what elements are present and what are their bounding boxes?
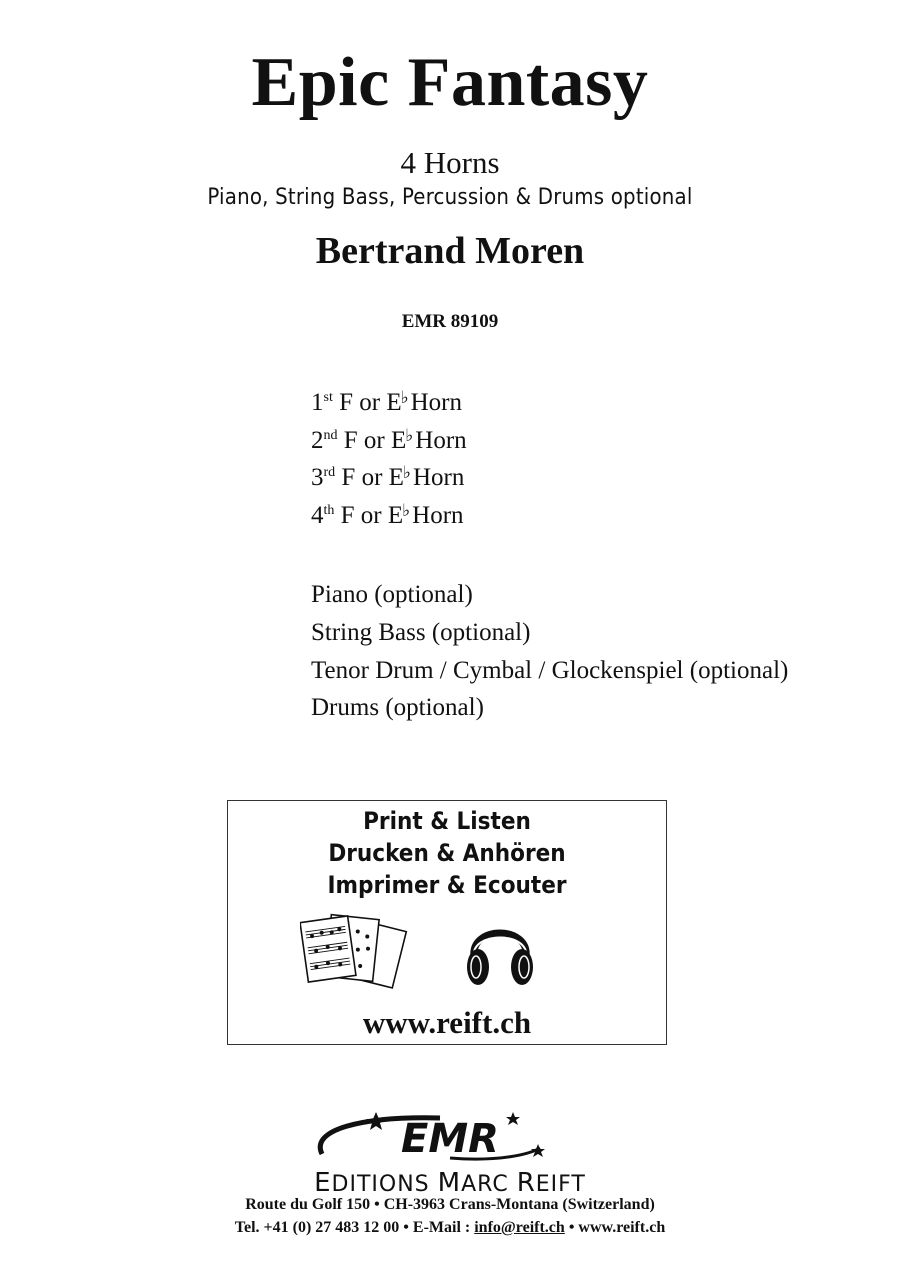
promo-line-en: Print & Listen [363, 807, 531, 835]
horn-parts-list [311, 390, 467, 540]
instrumentation-line: Piano, String Bass, Percussion & Drums optional [207, 185, 693, 210]
headphones-icon [464, 911, 536, 991]
email-link[interactable]: info@reift.ch [474, 1219, 565, 1236]
horn-part-item: 1st F or E♭Horn [311, 388, 463, 416]
page-title: Epic Fantasy [251, 44, 649, 121]
subtitle: 4 Horns [400, 145, 500, 180]
optional-part-item: Tenor Drum / Cymbal / Glockenspiel (optional) [311, 656, 789, 684]
horn-part-item: 3rd F or E♭Horn [311, 463, 465, 492]
print-listen-box [227, 800, 667, 1045]
catalog-number: EMR 89109 [401, 311, 499, 332]
composer-name: Bertrand Moren [315, 230, 585, 272]
emr-logo-text: EMR [401, 1116, 499, 1162]
publisher-address: Route du Golf 150 • CH-3963 Crans-Montana (Switzerland) [245, 1196, 655, 1213]
horn-part-item: 4th F or E♭Horn [311, 500, 464, 529]
publisher-name: EDITIONS MARC REIFT [314, 1168, 586, 1198]
publisher-contact: Tel. +41 (0) 27 483 12 00 • E-Mail : info@reift.ch • www.reift.ch [234, 1219, 666, 1236]
promo-url[interactable]: www.reift.ch [362, 1005, 532, 1040]
optional-part-item: String Bass (optional) [311, 618, 531, 646]
promo-line-de: Drucken & Anhören [328, 839, 566, 867]
sheet-music-icon [300, 911, 412, 993]
optional-parts-list [311, 582, 788, 733]
emr-logo [300, 1108, 600, 1168]
horn-part-item: 2nd F or E♭Horn [311, 425, 467, 454]
website-link[interactable]: • www.reift.ch [564, 1219, 666, 1236]
optional-part-item: Piano (optional) [311, 581, 473, 608]
promo-line-fr: Imprimer & Ecouter [327, 871, 567, 899]
optional-part-item: Drums (optional) [311, 694, 484, 722]
